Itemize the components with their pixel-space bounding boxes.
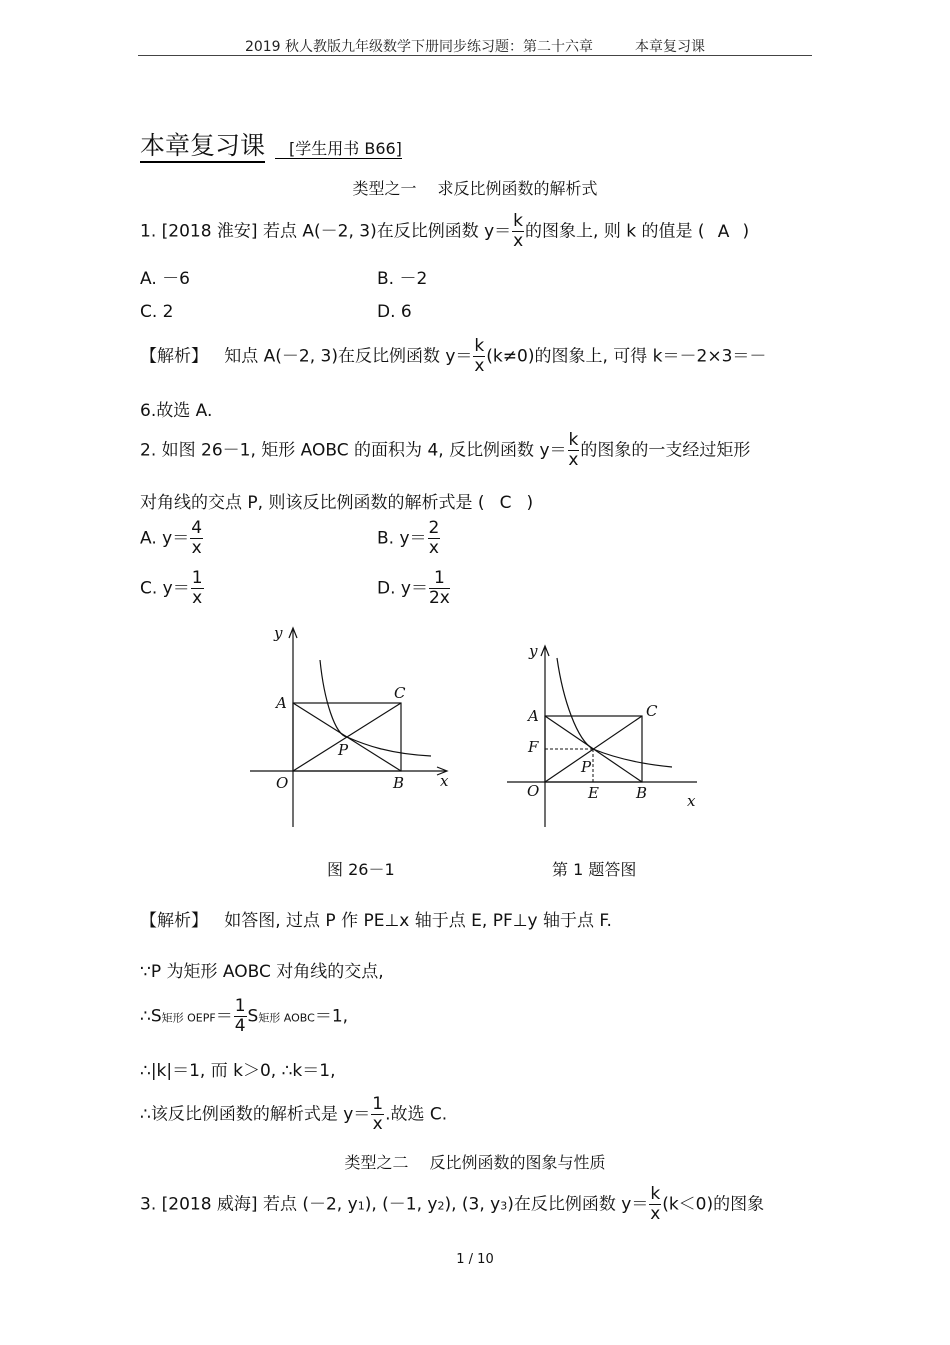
q1-analysis-pre: 知点 A(－2, 3)在反比例函数 y＝ (224, 346, 473, 367)
fig1-hyperbola (320, 660, 431, 756)
fig2-label-e: E (588, 784, 599, 802)
fig1-label-b: B (393, 774, 405, 792)
q2-stem-post: 的图象的一支经过矩形 (580, 440, 751, 461)
q1-analysis-line2: 6.故选 A. (140, 401, 213, 421)
q3-sub3: 3 (500, 1199, 508, 1213)
fig2-label-a: A (528, 707, 539, 725)
q1-stem-pre: 1. [2018 淮安] 若点 A(－2, 3)在反比例函数 y＝ (140, 221, 512, 242)
fig1-label-o: O (276, 774, 289, 792)
chapter-title-ref: [学生用书 B66] (275, 139, 402, 159)
q3-sub1: 1 (357, 1199, 365, 1213)
chapter-title-main: 本章复习课 (140, 131, 265, 163)
q1-analysis-post: (k≠0)的图象上, 可得 k＝－2×3＝－ (486, 346, 767, 367)
q2-analysis-line5 (140, 1096, 447, 1133)
q3-sub2: 2 (437, 1199, 445, 1213)
fig2-label-p: P (581, 758, 592, 776)
section-title-1: 类型之一 求反比例函数的解析式 (352, 179, 598, 198)
q2-b-num: 2 (428, 518, 440, 538)
q2-option-c-fraction (191, 570, 204, 607)
l3-sub1: 矩形 OEPF (161, 1011, 216, 1025)
l5-den: x (372, 1114, 383, 1134)
q2-stem-line2 (140, 488, 533, 513)
q3-post: (k＜0)的图象 (662, 1194, 765, 1215)
l5-pre: ∴该反比例函数的解析式是 y＝ (140, 1104, 371, 1125)
page-header: 2019 秋人教版九年级数学下册同步练习题：第二十六章 本章复习课 (244, 39, 706, 55)
l3-num: 1 (234, 996, 246, 1016)
fig2-label-y: y (529, 642, 538, 660)
q2-fraction (568, 432, 580, 469)
q2-frac-num: k (568, 430, 579, 450)
q2-d-den: 2x (428, 588, 450, 608)
l5-fraction (371, 1096, 384, 1133)
q3-m2: ), (3, y (444, 1194, 501, 1215)
q1-option-d: D. 6 (377, 302, 412, 322)
q1-frac-den: x (513, 231, 524, 251)
q2-b-den: x (428, 538, 439, 558)
q2-stem-pre: 2. 如图 26－1, 矩形 AOBC 的面积为 4, 反比例函数 y＝ (140, 440, 567, 461)
q1-stem-post: 的图象上, 则 k 的值是 ( (525, 221, 705, 242)
q2-c-den: x (192, 588, 203, 608)
q3-den: x (650, 1204, 661, 1224)
q2-frac-den: x (568, 450, 579, 470)
q1-option-c: C. 2 (140, 302, 174, 322)
q1-option-a: A. －6 (140, 269, 190, 289)
fig1-label-c: C (394, 684, 406, 702)
q1-analysis-label: 【解析】 (140, 346, 208, 367)
q3-m1: ), (－1, y (364, 1194, 438, 1215)
q3-num: k (650, 1184, 661, 1204)
figure-answer-1 (505, 640, 705, 830)
q1-analysis (140, 338, 766, 375)
fig2-label-o: O (527, 782, 540, 800)
q2-option-a (140, 520, 204, 557)
q2-option-c-pre: C. y＝ (140, 578, 190, 599)
q2-option-d-pre: D. y＝ (377, 578, 428, 599)
q2-analysis-label: 【解析】 (140, 911, 208, 931)
l3-den: 4 (234, 1016, 246, 1036)
q3-fraction (649, 1186, 661, 1223)
q1-frac-num: k (513, 211, 524, 231)
fig2-label-x: x (687, 792, 696, 810)
q2-a-den: x (191, 538, 202, 558)
l5-post: .故选 C. (385, 1104, 448, 1125)
q2-option-d (377, 570, 451, 607)
q2-option-b (377, 520, 441, 557)
q1-analysis-fraction (473, 338, 485, 375)
q2-line2-text: 对角线的交点 P, 则该反比例函数的解析式是 ( (140, 493, 485, 513)
q2-d-num: 1 (429, 570, 450, 589)
q1-analysis-frac-num: k (474, 336, 485, 356)
q1-fraction (512, 213, 524, 250)
page-number: 1 / 10 (456, 1252, 494, 1267)
q2-option-d-fraction (429, 570, 450, 607)
q2-answer: C (499, 493, 512, 513)
q2-close: ) (526, 493, 534, 513)
l3-pre: ∴S (140, 1006, 162, 1027)
q2-option-a-fraction (190, 520, 203, 557)
q2-c-num: 1 (191, 568, 203, 588)
q2-stem (140, 432, 750, 469)
q2-option-c (140, 570, 205, 607)
q2-option-b-pre: B. y＝ (377, 528, 427, 549)
fig1-label-x: x (440, 772, 449, 790)
l3-s: S (247, 1006, 259, 1027)
q3-stem (140, 1186, 764, 1223)
l5-num: 1 (372, 1094, 384, 1114)
figure-caption-1: 图 26－1 (327, 860, 395, 879)
fig1-label-y: y (274, 624, 283, 642)
q2-option-b-fraction (428, 520, 441, 557)
chapter-title (140, 126, 402, 162)
q1-analysis-frac-den: x (474, 356, 485, 376)
fig2-label-f: F (528, 738, 539, 756)
q2-analysis-line4: ∴|k|＝1, 而 k＞0, ∴k＝1, (140, 1061, 336, 1081)
q3-m3: )在反比例函数 y＝ (507, 1194, 649, 1215)
l3-fraction (234, 998, 247, 1035)
q1-answer: A (717, 221, 730, 242)
q2-analysis (140, 906, 612, 931)
q1-stem (140, 213, 749, 250)
l3-post: ＝1, (314, 1006, 349, 1027)
q2-analysis-line3 (140, 998, 348, 1035)
fig2-label-b: B (636, 784, 648, 802)
q2-analysis-line2: ∵P 为矩形 AOBC 对角线的交点, (140, 962, 384, 982)
figure-26-1 (250, 620, 460, 830)
header-rule (138, 55, 812, 56)
fig2-label-c: C (646, 702, 658, 720)
fig1-label-p: P (338, 741, 349, 759)
q2-analysis-line1: 如答图, 过点 P 作 PE⊥x 轴于点 E, PF⊥y 轴于点 F. (224, 911, 612, 931)
l3-sub2: 矩形 AOBC (258, 1011, 315, 1025)
q1-close: ) (742, 221, 750, 242)
fig1-label-a: A (276, 694, 287, 712)
q1-option-b: B. －2 (377, 269, 428, 289)
l3-mid: ＝ (215, 1006, 233, 1027)
section-title-2: 类型之二 反比例函数的图象与性质 (344, 1153, 606, 1172)
q3-pre: 3. [2018 威海] 若点 (－2, y (140, 1194, 358, 1215)
figure-caption-2: 第 1 题答图 (552, 860, 637, 879)
q2-a-num: 4 (191, 518, 203, 538)
q2-option-a-pre: A. y＝ (140, 528, 190, 549)
